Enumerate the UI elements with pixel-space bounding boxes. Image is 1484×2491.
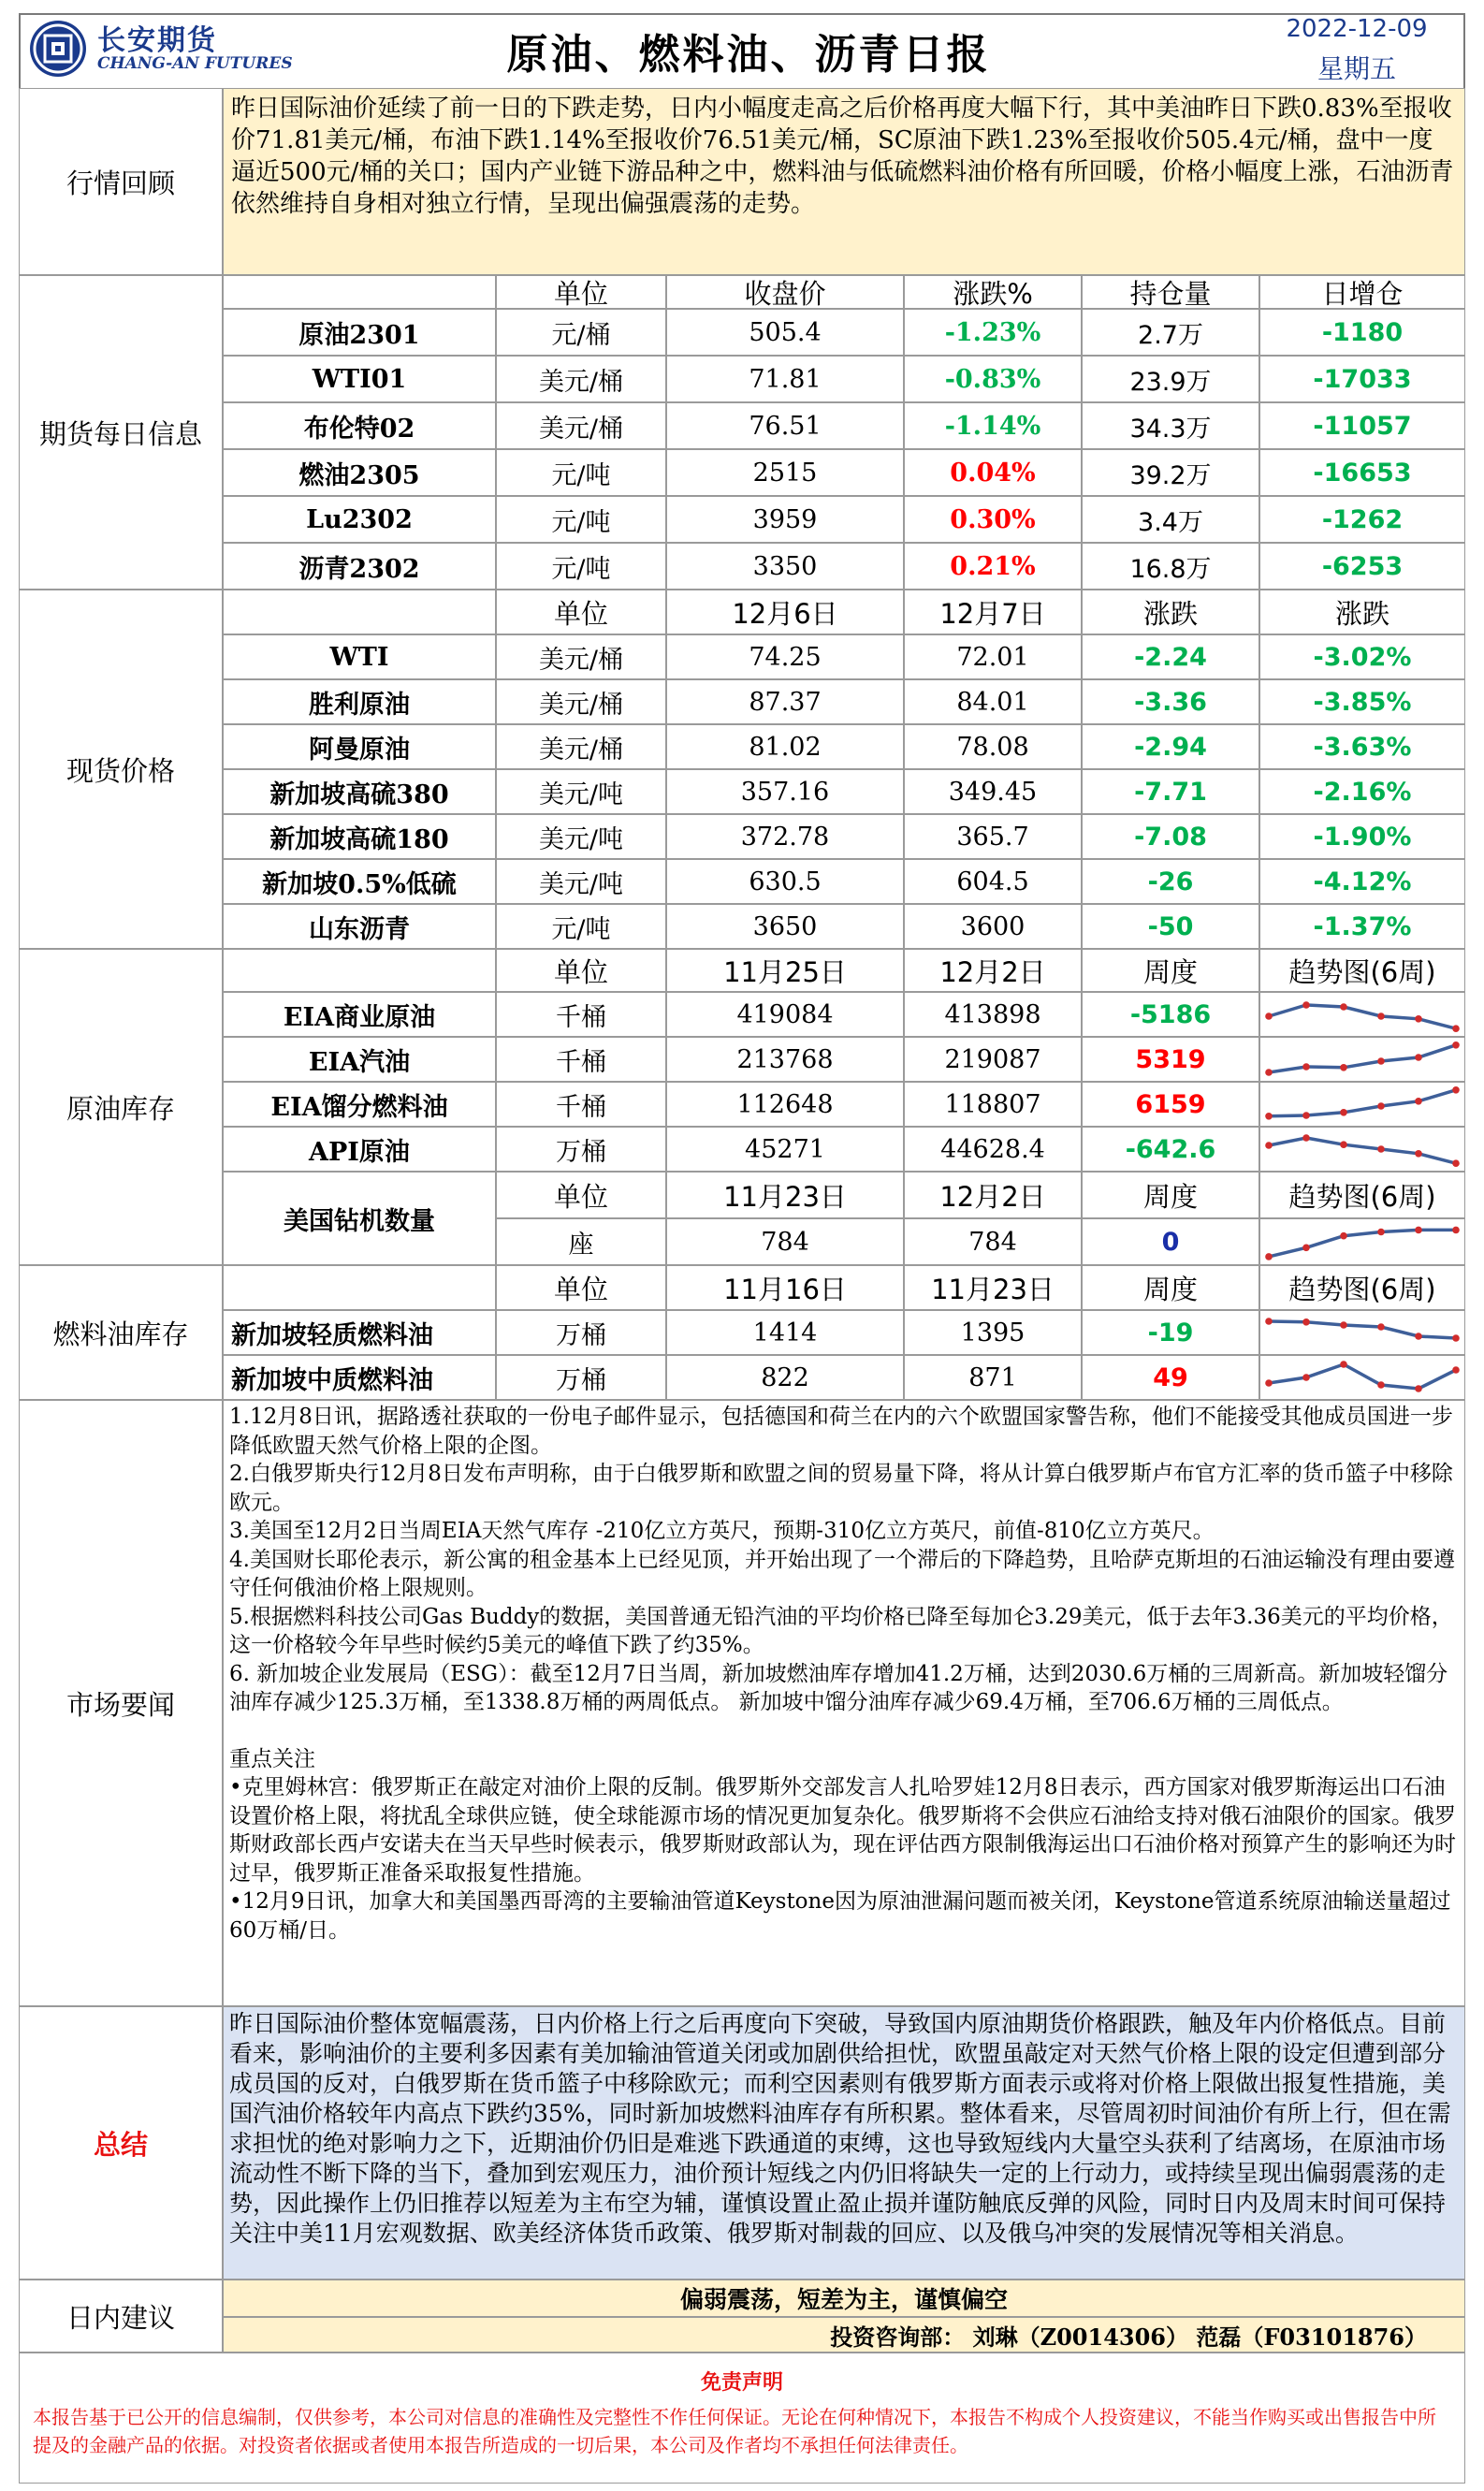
trend-point — [1340, 1232, 1347, 1240]
fuel-name: 新加坡轻质燃料油 — [223, 1310, 496, 1355]
price-change: -3.36 — [1082, 679, 1259, 724]
page-title: 原油、燃料油、沥青日报 — [506, 31, 991, 79]
price-day1: 372.78 — [666, 814, 904, 859]
column-header: 单位 — [496, 590, 666, 634]
column-header: 12月6日 — [666, 590, 904, 634]
unit-cell: 美元/桶 — [496, 679, 666, 724]
inventory-latest: 118807 — [904, 1082, 1082, 1127]
news-paragraph: 1.12月8日讯，据路透社获取的一份电子邮件显示，包括德国和荷兰在内的六个欧盟国家警告称，他们不能接受其他成员国进一步降低欧盟天然气价格上限的企图。 — [229, 1405, 1453, 1458]
unit-cell: 美元/吨 — [496, 814, 666, 859]
trend-point — [1302, 1374, 1310, 1381]
spot-name: 新加坡高硫380 — [223, 769, 496, 814]
price-change-pct: -3.02% — [1259, 634, 1465, 679]
spot-name: 胜利原油 — [223, 679, 496, 724]
trend-point — [1452, 1159, 1460, 1167]
inventory-prev: 822 — [666, 1355, 904, 1400]
news-paragraph: 重点关注 — [229, 1746, 315, 1771]
trend-sparkline — [1259, 1310, 1465, 1355]
close-price: 3350 — [666, 543, 904, 590]
trend-point — [1340, 1003, 1347, 1011]
column-header: 趋势图(6周) — [1259, 1265, 1465, 1310]
trend-point — [1452, 1025, 1460, 1032]
trend-point — [1415, 1150, 1422, 1158]
daily-oi-change: -16653 — [1259, 449, 1465, 496]
trend-point — [1452, 1366, 1460, 1374]
unit-cell: 美元/吨 — [496, 859, 666, 904]
weekly-change: 6159 — [1082, 1082, 1259, 1127]
weekly-change: -19 — [1082, 1310, 1259, 1355]
disclaimer-title: 免责声明 — [700, 2370, 783, 2395]
unit-cell: 美元/桶 — [496, 402, 666, 449]
report-date: 2022-12-09 — [1286, 15, 1428, 43]
column-header: 涨跌% — [904, 275, 1082, 309]
spot-name: 山东沥青 — [223, 904, 496, 949]
inventory-prev: 419084 — [666, 992, 904, 1037]
section-label-review: 行情回顾 — [19, 88, 223, 275]
price-day1: 3650 — [666, 904, 904, 949]
inventory-latest: 219087 — [904, 1037, 1082, 1082]
open-interest: 34.3万 — [1082, 402, 1259, 449]
column-header: 涨跌 — [1259, 590, 1465, 634]
trend-point — [1302, 1134, 1310, 1142]
unit-cell: 元/吨 — [496, 449, 666, 496]
trend-point — [1452, 1227, 1460, 1234]
inventory-name: API原油 — [223, 1127, 496, 1172]
trend-point — [1340, 1141, 1347, 1148]
trend-point — [1415, 1054, 1422, 1061]
price-change: -7.08 — [1082, 814, 1259, 859]
trend-point — [1452, 1086, 1460, 1094]
price-day2: 365.7 — [904, 814, 1082, 859]
column-header: 12月7日 — [904, 590, 1082, 634]
trend-point — [1302, 1245, 1310, 1252]
open-interest: 2.7万 — [1082, 309, 1259, 356]
inventory-name: EIA馏分燃料油 — [223, 1082, 496, 1127]
price-day2: 349.45 — [904, 769, 1082, 814]
inventory-name: EIA商业原油 — [223, 992, 496, 1037]
trend-point — [1452, 1042, 1460, 1049]
price-day2: 72.01 — [904, 634, 1082, 679]
price-change-pct: -4.12% — [1259, 859, 1465, 904]
trend-point — [1415, 1227, 1422, 1234]
column-header: 11月25日 — [666, 949, 904, 992]
change-pct: -1.14% — [904, 402, 1082, 449]
column-header: 周度 — [1082, 1172, 1259, 1218]
unit-cell: 千桶 — [496, 1082, 666, 1127]
unit-cell: 千桶 — [496, 992, 666, 1037]
close-price: 2515 — [666, 449, 904, 496]
price-change: -2.24 — [1082, 634, 1259, 679]
review-text: 昨日国际油价延续了前一日的下跌走势，日内小幅度走高之后价格再度大幅下行，其中美油昨日下跌0.83%至报收价71.81美元/桶，布油下跌1.14%至报收价76.51美元/桶，SC原油下跌1.23%至报收价505.4元/桶，盘中一度逼近500元/桶的关口；国内产业链下游品种之中，燃料油与低硫燃料油价格有所回暖，价格小幅度上涨，石油沥青依然维持自身相对独立行情，呈现出偏强震荡的走势。 — [223, 88, 1465, 275]
change-pct: -0.83% — [904, 356, 1082, 402]
trend-line — [1269, 1138, 1456, 1163]
unit-cell: 千桶 — [496, 1037, 666, 1082]
inventory-latest: 413898 — [904, 992, 1082, 1037]
section-label-summary: 总结 — [19, 2006, 223, 2280]
trend-point — [1302, 1001, 1310, 1009]
header-blank — [223, 1265, 496, 1310]
column-header: 12月2日 — [904, 949, 1082, 992]
trend-point — [1265, 1012, 1273, 1020]
news-paragraph: 3.美国至12月2日当周EIA天然气库存 -210亿立方英尺，预期-310亿立方英尺，前值-810亿立方英尺。 — [229, 1519, 1215, 1543]
inventory-latest: 871 — [904, 1355, 1082, 1400]
spot-name: 新加坡高硫180 — [223, 814, 496, 859]
trend-point — [1415, 1015, 1422, 1023]
header-blank — [223, 949, 496, 992]
trend-sparkline — [1259, 1082, 1465, 1127]
price-day2: 3600 — [904, 904, 1082, 949]
price-day1: 81.02 — [666, 724, 904, 769]
column-header: 11月23日 — [904, 1265, 1082, 1310]
column-header: 趋势图(6周) — [1259, 949, 1465, 992]
change-pct: 0.30% — [904, 496, 1082, 543]
trend-point — [1415, 1098, 1422, 1105]
column-header: 单位 — [496, 949, 666, 992]
daily-oi-change: -6253 — [1259, 543, 1465, 590]
price-day1: 87.37 — [666, 679, 904, 724]
weekly-change: -5186 — [1082, 992, 1259, 1037]
section-label-fuel-inventory: 燃料油库存 — [19, 1265, 223, 1400]
change-pct: -1.23% — [904, 309, 1082, 356]
trend-sparkline — [1259, 1037, 1465, 1082]
trend-sparkline — [1259, 1127, 1465, 1172]
open-interest: 3.4万 — [1082, 496, 1259, 543]
news-paragraph: 4.美国财长耶伦表示，新公寓的租金基本上已经见顶，并开始出现了一个滞后的下降趋势，且哈萨克斯坦的石油运输没有理由要遵守任何俄油价格上限规则。 — [229, 1547, 1455, 1600]
trend-line — [1269, 1045, 1456, 1072]
trend-point — [1265, 1069, 1273, 1076]
column-header: 12月2日 — [904, 1172, 1082, 1218]
weekly-change: -642.6 — [1082, 1127, 1259, 1172]
trend-point — [1377, 1057, 1385, 1065]
contract-name: Lu2302 — [223, 496, 496, 543]
trend-point — [1265, 1142, 1273, 1149]
trend-point — [1377, 1102, 1385, 1110]
trend-point — [1377, 1381, 1385, 1389]
news-paragraph: •12月9日讯，加拿大和美国墨西哥湾的主要输油管道Keystone因为原油泄漏问题而被关闭，Keystone管道系统原油输送量超过60万桶/日。 — [229, 1889, 1451, 1943]
unit-cell: 美元/桶 — [496, 634, 666, 679]
inventory-prev: 1414 — [666, 1310, 904, 1355]
news-paragraph: 6. 新加坡企业发展局（ESG）：截至12月7日当周，新加坡燃油库存增加41.2万桶，达到2030.6万桶的三周新高。新加坡轻馏分油库存减少125.3万桶，至1338.8万桶的两周低点。 新加坡中馏分油库存减少69.4万桶，至706.6万桶的三周低点。 — [229, 1661, 1448, 1714]
column-header: 涨跌 — [1082, 590, 1259, 634]
rig-prev: 784 — [666, 1218, 904, 1265]
trend-point — [1265, 1253, 1273, 1260]
column-header: 日增仓 — [1259, 275, 1465, 309]
column-header: 11月23日 — [666, 1172, 904, 1218]
close-price: 76.51 — [666, 402, 904, 449]
unit-cell: 万桶 — [496, 1310, 666, 1355]
column-header: 单位 — [496, 275, 666, 309]
trend-point — [1340, 1321, 1347, 1329]
price-day2: 84.01 — [904, 679, 1082, 724]
logo-english-name: CHANG-AN FUTURES — [97, 54, 293, 73]
trend-point — [1265, 1379, 1273, 1387]
trend-sparkline — [1259, 1355, 1465, 1400]
price-day2: 78.08 — [904, 724, 1082, 769]
weekly-change: 5319 — [1082, 1037, 1259, 1082]
price-day2: 604.5 — [904, 859, 1082, 904]
trend-point — [1377, 1145, 1385, 1153]
trend-line — [1269, 1005, 1456, 1028]
close-price: 3959 — [666, 496, 904, 543]
section-label-futures: 期货每日信息 — [19, 275, 223, 590]
unit-cell: 元/吨 — [496, 496, 666, 543]
trend-line — [1269, 1321, 1456, 1338]
column-header: 周度 — [1082, 1265, 1259, 1310]
trend-point — [1302, 1112, 1310, 1119]
column-header: 持仓量 — [1082, 275, 1259, 309]
close-price: 71.81 — [666, 356, 904, 402]
trend-point — [1265, 1113, 1273, 1120]
spot-name: 阿曼原油 — [223, 724, 496, 769]
price-change-pct: -1.90% — [1259, 814, 1465, 859]
price-change: -50 — [1082, 904, 1259, 949]
daily-oi-change: -1180 — [1259, 309, 1465, 356]
open-interest: 23.9万 — [1082, 356, 1259, 402]
price-day1: 74.25 — [666, 634, 904, 679]
price-change: -7.71 — [1082, 769, 1259, 814]
price-day1: 630.5 — [666, 859, 904, 904]
trend-point — [1265, 1318, 1273, 1325]
news-paragraph: 2.白俄罗斯央行12月8日发布声明称，由于白俄罗斯和欧盟之间的贸易量下降，将从计算白俄罗斯卢布官方汇率的货币篮子中移除欧元。 — [229, 1462, 1453, 1515]
trend-point — [1340, 1064, 1347, 1071]
change-pct: 0.04% — [904, 449, 1082, 496]
rig-count-label: 美国钻机数量 — [223, 1172, 496, 1265]
contract-name: 沥青2302 — [223, 543, 496, 590]
trend-point — [1377, 1323, 1385, 1331]
trend-point — [1415, 1385, 1422, 1392]
column-header: 11月16日 — [666, 1265, 904, 1310]
spot-name: WTI — [223, 634, 496, 679]
disclaimer-box — [19, 2353, 1465, 2484]
inventory-prev: 112648 — [666, 1082, 904, 1127]
news-content — [223, 1400, 1465, 2006]
column-header: 单位 — [496, 1172, 666, 1218]
trend-line — [1269, 1364, 1456, 1389]
price-change: -2.94 — [1082, 724, 1259, 769]
price-change-pct: -3.63% — [1259, 724, 1465, 769]
daily-oi-change: -17033 — [1259, 356, 1465, 402]
unit-cell: 万桶 — [496, 1355, 666, 1400]
report-weekday: 星期五 — [1317, 53, 1396, 84]
column-header: 单位 — [496, 1265, 666, 1310]
unit-cell: 元/桶 — [496, 309, 666, 356]
contract-name: 原油2301 — [223, 309, 496, 356]
trend-point — [1340, 1361, 1347, 1368]
trend-point — [1302, 1318, 1310, 1326]
spot-name: 新加坡0.5%低硫 — [223, 859, 496, 904]
unit-cell: 美元/桶 — [496, 356, 666, 402]
trend-point — [1340, 1109, 1347, 1116]
daily-oi-change: -1262 — [1259, 496, 1465, 543]
trend-point — [1302, 1063, 1310, 1071]
summary-text: 昨日国际油价整体宽幅震荡，日内价格上行之后再度向下突破，导致国内原油期货价格跟跌，触及年内价格低点。目前看来，影响油价的主要利多因素有美加输油管道关闭或加剧供给担忧，欧盟虽敲定对天然气价格上限的设定但遭到部分成员国的反对，白俄罗斯在货币篮子中移除欧元；而利空因素则有俄罗斯方面表示或将对价格上限做出报复性措施，美国汽油价格较年内高点下跌约35%，同时新加坡燃料油库存有所积累。整体看来，尽管周初时间油价有所上行，但在需求担忧的绝对影响力之下，近期油价仍旧是难逃下跌通道的束缚，这也导致短线内大量空头获利了结离场，在原油市场流动性不断下降的当下，叠加到宏观压力，油价预计短线之内仍旧将缺失一定的上行动力，或持续呈现出偏弱震荡的走势，因此操作上仍旧推荐以短差为主布空为辅，谨慎设置止盈止损并谨防触底反弹的风险，同时日内及周末时间可保持关注中美11月宏观数据、欧美经济体货币政策、俄罗斯对制裁的回应、以及俄乌冲突的发展情况等相关消息。 — [223, 2006, 1465, 2280]
daily-oi-change: -11057 — [1259, 402, 1465, 449]
section-label-spot: 现货价格 — [19, 590, 223, 949]
contract-name: 燃油2305 — [223, 449, 496, 496]
section-label-advice: 日内建议 — [19, 2280, 223, 2353]
news-paragraph: •克里姆林宫：俄罗斯正在敲定对油价上限的反制。俄罗斯外交部发言人扎哈罗娃12月8日表示，西方国家对俄罗斯海运出口石油设置价格上限，将扰乱全球供应链，使全球能源市场的情况更加复杂化。俄罗斯将不会供应石油给支持对俄石油限价的国家。俄罗斯财政部长西卢安诺夫在当天早些时候表示，俄罗斯财政部认为，现在评估西方限制俄海运出口石油价格对预算产生的影响还为时过早，俄罗斯正准备采取报复性措施。 — [229, 1775, 1456, 1886]
section-label-news: 市场要闻 — [19, 1400, 223, 2006]
close-price: 505.4 — [666, 309, 904, 356]
news-paragraph: 5.根据燃料科技公司Gas Buddy的数据，美国普通无铅汽油的平均价格已降至每加仑3.29美元，低于去年3.36美元的平均价格，这一价格较今年早些时候约5美元的峰值下跌了约35%。 — [229, 1604, 1453, 1657]
header-blank — [223, 590, 496, 634]
unit-cell: 美元/吨 — [496, 769, 666, 814]
header-blank — [223, 275, 496, 309]
price-change: -26 — [1082, 859, 1259, 904]
unit-cell: 元/吨 — [496, 543, 666, 590]
advice-text: 偏弱震荡，短差为主，谨慎偏空 — [223, 2280, 1465, 2317]
inventory-name: EIA汽油 — [223, 1037, 496, 1082]
weekly-change: 49 — [1082, 1355, 1259, 1400]
column-header: 趋势图(6周) — [1259, 1172, 1465, 1218]
unit-cell: 座 — [496, 1218, 666, 1265]
consultant-info: 投资咨询部： 刘琳（Z0014306） 范磊（F03101876） — [223, 2317, 1465, 2353]
unit-cell: 元/吨 — [496, 904, 666, 949]
trend-sparkline — [1259, 992, 1465, 1037]
changan-logo-icon — [28, 19, 88, 79]
logo-chinese-name: 长安期货 — [97, 24, 217, 57]
trend-line — [1269, 1090, 1456, 1116]
open-interest: 16.8万 — [1082, 543, 1259, 590]
section-label-crude-inventory: 原油库存 — [19, 949, 223, 1265]
disclaimer-text: 本报告基于已公开的信息编制，仅供参考，本公司对信息的准确性及完整性不作任何保证。无论在何种情况下，本报告不构成个人投资建议，不能当作购买或出售报告中所提及的金融产品的依据。对投资者依据或者使用本报告所造成的一切后果，本公司及作者均不承担任何法律责任。 — [33, 2406, 1436, 2456]
open-interest: 39.2万 — [1082, 449, 1259, 496]
rig-latest: 784 — [904, 1218, 1082, 1265]
column-header: 收盘价 — [666, 275, 904, 309]
inventory-latest: 44628.4 — [904, 1127, 1082, 1172]
unit-cell: 万桶 — [496, 1127, 666, 1172]
rig-trend-sparkline — [1259, 1218, 1465, 1265]
trend-point — [1452, 1334, 1460, 1342]
price-change-pct: -2.16% — [1259, 769, 1465, 814]
unit-cell: 美元/桶 — [496, 724, 666, 769]
price-change-pct: -1.37% — [1259, 904, 1465, 949]
fuel-name: 新加坡中质燃料油 — [223, 1355, 496, 1400]
trend-point — [1377, 1229, 1385, 1236]
rig-weekly-change: 0 — [1082, 1218, 1259, 1265]
trend-line — [1269, 1230, 1456, 1257]
inventory-prev: 45271 — [666, 1127, 904, 1172]
column-header: 周度 — [1082, 949, 1259, 992]
trend-point — [1377, 1012, 1385, 1020]
inventory-prev: 213768 — [666, 1037, 904, 1082]
news-paragraph — [229, 1717, 1459, 1745]
price-day1: 357.16 — [666, 769, 904, 814]
trend-point — [1415, 1333, 1422, 1340]
contract-name: 布伦特02 — [223, 402, 496, 449]
inventory-latest: 1395 — [904, 1310, 1082, 1355]
contract-name: WTI01 — [223, 356, 496, 402]
price-change-pct: -3.85% — [1259, 679, 1465, 724]
change-pct: 0.21% — [904, 543, 1082, 590]
